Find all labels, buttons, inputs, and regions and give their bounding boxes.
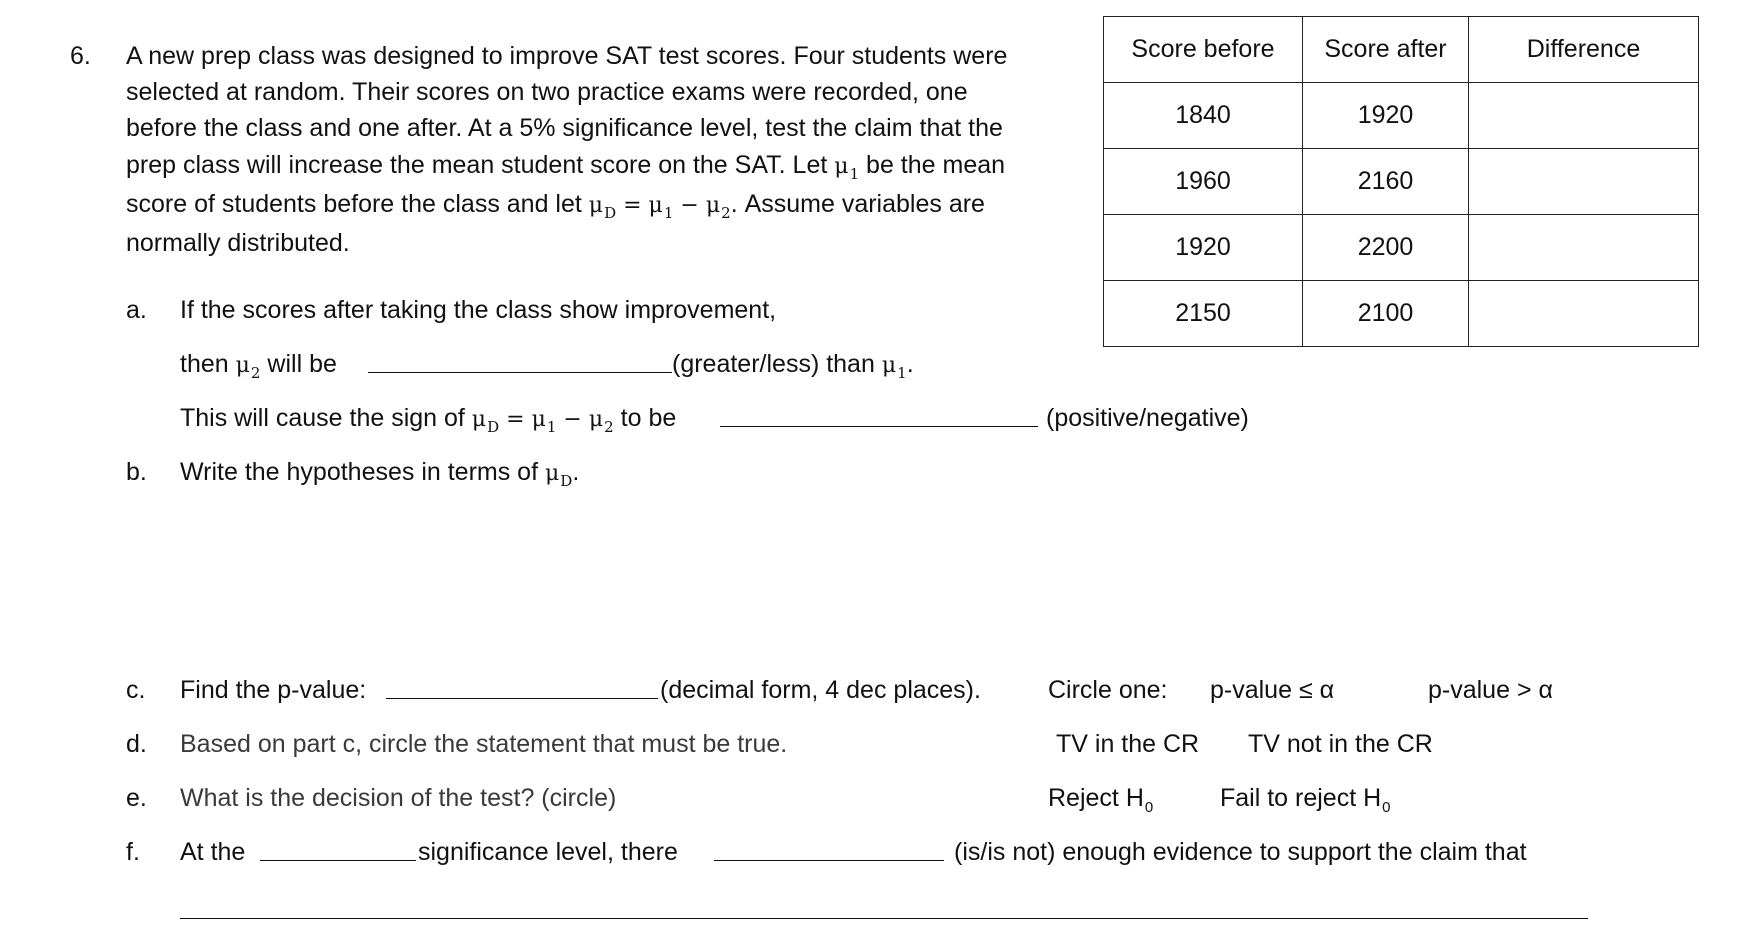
part-c-text-a: Find the p-value:	[180, 676, 367, 704]
option-tv-not-in-cr[interactable]: TV not in the CR	[1248, 730, 1433, 758]
part-c-letter: c.	[126, 676, 146, 704]
question-line-1: A new prep class was designed to improve SAT test scores. Four students were	[126, 42, 1008, 70]
cell-difference[interactable]	[1469, 281, 1699, 347]
question-line-2: selected at random. Their scores on two practice exams were recorded, one	[126, 78, 968, 107]
scores-table	[1103, 16, 1699, 347]
question-line-4	[126, 147, 1086, 186]
option-reject-h0[interactable]: Reject $H_0$	[1048, 784, 1154, 816]
significance-level-blank[interactable]	[260, 834, 416, 861]
answer-blank-a2[interactable]	[720, 400, 1038, 427]
option-fail-to-reject-h0[interactable]: Fail to reject $H_0$	[1220, 784, 1391, 816]
part-a-line-2: then $\mu_2$ will be	[180, 350, 337, 382]
line5-text-a: score of students before the class and let	[126, 189, 589, 218]
table-row	[1104, 215, 1699, 281]
line4-text-a: prep class will increase the mean student score on the SAT. Let	[126, 150, 835, 179]
cell-after: 2100	[1303, 281, 1469, 347]
cell-difference[interactable]	[1469, 149, 1699, 215]
muD-symbol: $\mu_D$	[544, 461, 573, 490]
table-header-row	[1104, 17, 1699, 83]
part-a-line-1: If the scores after taking the class show improvement,	[180, 296, 777, 324]
muD-equation: $\mu_D = \mu_1 - \mu_2$	[471, 407, 614, 436]
cell-before: 1920	[1104, 215, 1303, 281]
cell-after: 2160	[1303, 149, 1469, 215]
option-pvalue-gt-alpha[interactable]: p-value > α	[1428, 676, 1553, 704]
part-a-line-3-end: (positive/negative)	[1046, 404, 1249, 432]
part-f-text-a: At the	[180, 838, 246, 866]
muD-equation: $\mu_D = \mu_1 - \mu_2$	[588, 192, 731, 222]
header-score-after: Score after	[1303, 17, 1469, 83]
claim-answer-line[interactable]	[180, 918, 1588, 919]
mu2-symbol: $\mu_2$	[235, 353, 261, 382]
header-difference: Difference	[1469, 17, 1699, 83]
header-score-before: Score before	[1104, 17, 1303, 83]
table-row	[1104, 149, 1699, 215]
cell-before: 1960	[1104, 149, 1303, 215]
part-b-text: Write the hypotheses in terms of $\mu_D$.	[180, 458, 580, 490]
question-number: 6.	[70, 42, 91, 70]
option-tv-in-cr[interactable]: TV in the CR	[1056, 730, 1200, 758]
question-line-3: before the class and one after. At a 5% significance level, test the claim that the	[126, 114, 1003, 143]
part-c-text-b: (decimal form, 4 dec places).	[660, 676, 981, 704]
question-line-5	[126, 186, 1086, 225]
cell-after: 1920	[1303, 83, 1469, 149]
question-text	[126, 38, 1086, 261]
line5-text-b: . Assume variables are	[730, 189, 985, 218]
cell-after: 2200	[1303, 215, 1469, 281]
table-row	[1104, 83, 1699, 149]
table-row	[1104, 281, 1699, 347]
line4-text-b: be the mean	[859, 150, 1006, 179]
cell-difference[interactable]	[1469, 83, 1699, 149]
p-value-blank[interactable]	[386, 672, 658, 699]
option-pvalue-le-alpha[interactable]: p-value ≤ α	[1210, 676, 1335, 704]
is-is-not-blank[interactable]	[714, 834, 944, 861]
part-f-text-b: significance level, there	[418, 838, 678, 866]
part-f-letter: f.	[126, 838, 140, 866]
part-a-line-3: This will cause the sign of $\mu_D = \mu_1 - \mu_2$ to be	[180, 404, 677, 436]
part-a-line-2-end: (greater/less) than $\mu_1$.	[672, 350, 914, 382]
part-d-text: Based on part c, circle the statement that must be true.	[180, 730, 788, 758]
mu1-symbol: $\mu_1$	[834, 153, 860, 183]
part-e-letter: e.	[126, 784, 147, 812]
cell-before: 1840	[1104, 83, 1303, 149]
part-f-text-c: (is/is not) enough evidence to support the claim that	[954, 838, 1527, 866]
part-b-letter: b.	[126, 458, 147, 486]
cell-difference[interactable]	[1469, 215, 1699, 281]
part-d-letter: d.	[126, 730, 147, 758]
question-line-6: normally distributed.	[126, 229, 350, 258]
answer-blank-a1[interactable]	[368, 346, 672, 373]
part-a-letter: a.	[126, 296, 147, 324]
circle-one-label: Circle one:	[1048, 676, 1168, 704]
part-e-text: What is the decision of the test? (circle)	[180, 784, 617, 812]
mu1-symbol: $\mu_1$	[881, 353, 907, 382]
cell-before: 2150	[1104, 281, 1303, 347]
